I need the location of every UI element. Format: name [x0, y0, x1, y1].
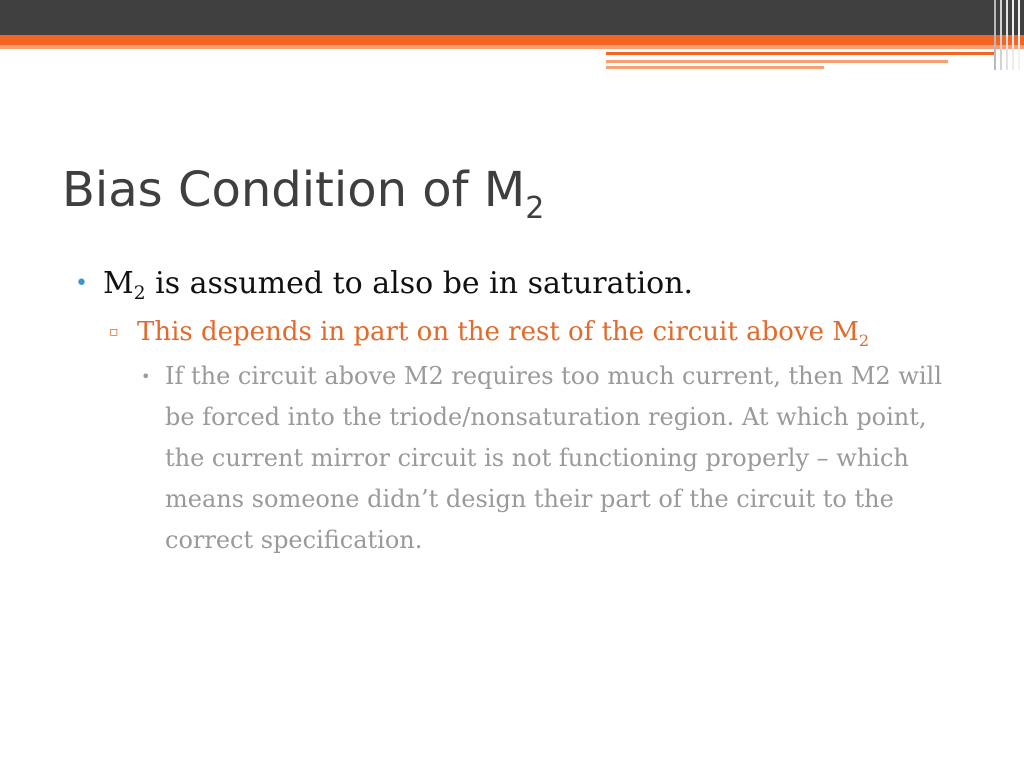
header-vertical-line — [994, 0, 996, 70]
slide-title-text: Bias Condition of M — [62, 162, 526, 218]
bullet-level-1 — [75, 262, 975, 306]
bullet-marker: • — [75, 271, 88, 296]
slide-title-subscript: 2 — [525, 191, 545, 226]
header-stripe — [606, 60, 948, 63]
bullet-text: This depends in part on the rest of the circuit above M — [137, 317, 859, 347]
header-vertical-line — [1018, 0, 1020, 70]
header-vertical-line — [1006, 0, 1008, 70]
bullet-text: is assumed to also be in saturation. — [145, 266, 694, 301]
bullet-text: If the circuit above M2 requires too much current, then M2 will be forced into the triode/nonsaturation region. At which point, the current mirror circuit is not functioning properly – which means someone didn’t design their part of the circuit to the correct specification. — [165, 362, 942, 554]
bullet-text-subscript: 2 — [858, 331, 870, 350]
bullet-marker: • — [141, 367, 151, 386]
header-dark-bar — [0, 0, 1024, 35]
slide-title — [62, 160, 545, 226]
slide-body — [75, 262, 975, 561]
bullet-level-3 — [75, 356, 965, 561]
header-vertical-line — [1000, 0, 1002, 70]
header-stripe — [606, 66, 824, 69]
header-accent-bar-light — [0, 45, 1024, 49]
bullet-level-2 — [75, 310, 877, 354]
header-accent-bar — [0, 35, 1024, 45]
header-vertical-line — [1012, 0, 1014, 70]
bullet-text-subscript: 2 — [133, 283, 146, 304]
bullet-text-prefix: M — [103, 266, 134, 301]
header-stripe — [606, 52, 996, 55]
bullet-marker: ▫ — [109, 324, 119, 340]
